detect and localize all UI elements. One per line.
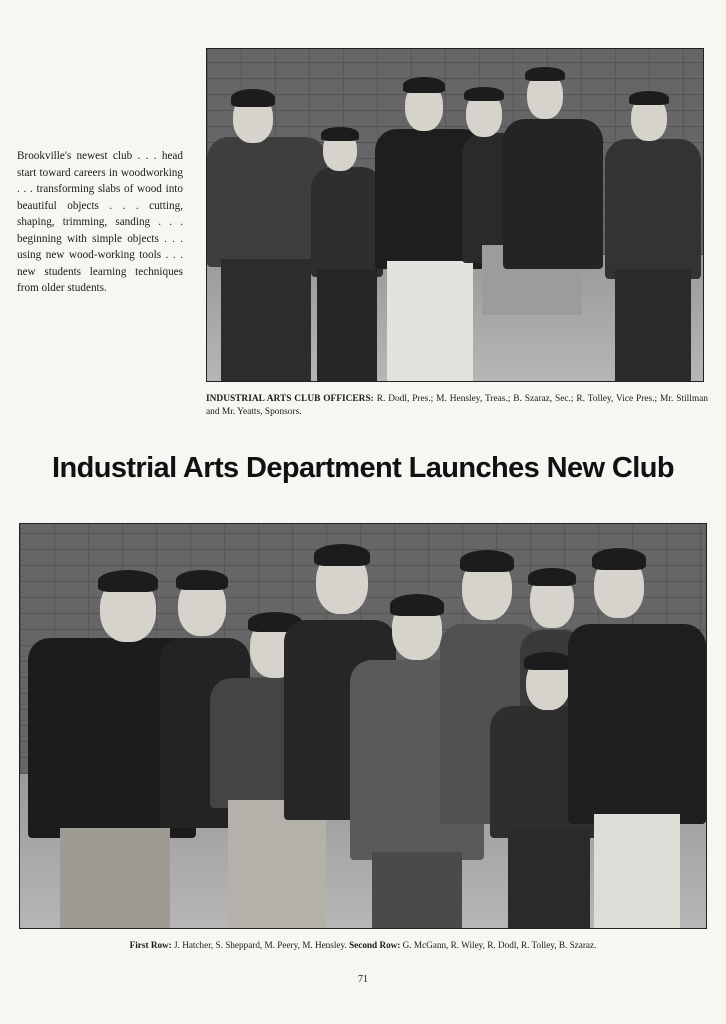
- officers-caption: [206, 393, 708, 419]
- second-row-label: Second Row:: [349, 940, 401, 950]
- club-members-photo: [19, 523, 707, 929]
- page-headline: Industrial Arts Department Launches New Club: [52, 452, 674, 484]
- intro-paragraph: Brookville's newest club . . . head start toward careers in woodworking . . . transforming slabs of wood into beautiful objects . . . cutting, shaping, trimming, sanding . . . beginning with simple objects . . . using new wood-working tools . . . new students learning techniques from older students.: [17, 150, 183, 294]
- members-caption: [0, 940, 726, 950]
- officers-caption-label: INDUSTRIAL ARTS CLUB OFFICERS:: [206, 394, 374, 404]
- officers-photo: [206, 48, 704, 382]
- first-row-names: J. Hatcher, S. Sheppard, M. Peery, M. Hensley.: [171, 940, 350, 950]
- photo-figure: [497, 67, 607, 381]
- first-row-label: First Row:: [129, 940, 172, 950]
- photo-figure: [568, 548, 706, 928]
- second-row-names: G. McGann, R. Wiley, R. Dodl, R. Tolley, B. Szaraz.: [400, 940, 597, 950]
- photo-figure: [605, 89, 703, 381]
- page-number: 71: [358, 974, 368, 985]
- officers-caption-text: R. Dodl, Pres.; M. Hensley, Treas.; B. Szaraz, Sec.; R. Tolley, Vice Pres.; Mr. Stillman and Mr. Yeatts, Sponsors.: [206, 394, 708, 417]
